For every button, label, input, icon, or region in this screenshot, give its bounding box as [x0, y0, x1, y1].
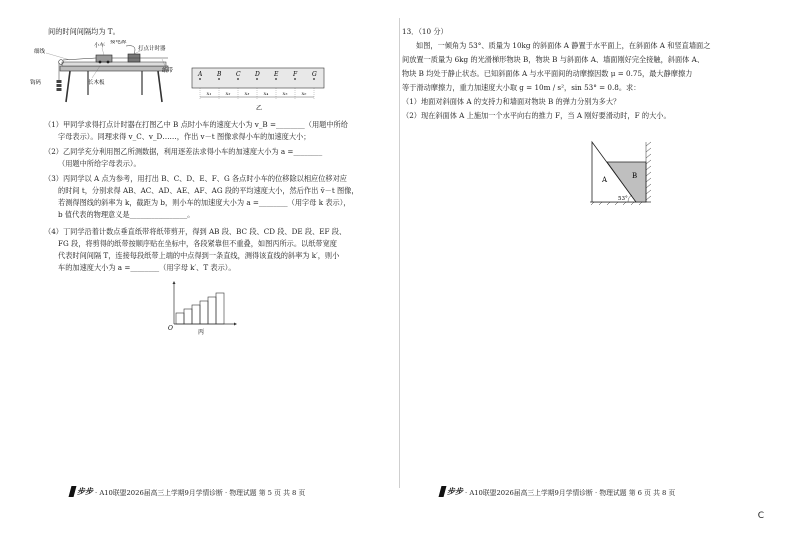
- tape-dot: [218, 78, 220, 80]
- tape-dot: [313, 78, 315, 80]
- origin-label: O: [168, 325, 173, 332]
- footer-brand: 步步: [447, 486, 463, 496]
- strip-fg: [216, 293, 224, 324]
- label-xixian: 细线: [34, 49, 46, 55]
- segment-label: x₁: [206, 91, 212, 97]
- tape-dot: [275, 78, 277, 80]
- label-b: B: [632, 172, 638, 180]
- tape-point-c: C: [236, 71, 241, 78]
- footer-page-5: [70, 486, 305, 497]
- tape-point-b: B: [217, 71, 222, 78]
- segment-label: x₄: [263, 91, 269, 97]
- tape-dot: [199, 78, 201, 80]
- footer-page-6: [440, 486, 675, 497]
- label-xiaoche: 小车: [94, 43, 106, 49]
- figure-yi: [190, 64, 330, 114]
- figure-bing: [160, 280, 240, 336]
- q2-line-2: （用题中所给字母表示）。: [58, 159, 141, 168]
- q1-line-2: 字母表示）。同理求得 v_C、v_D……，作出 v－t 图像求得小车的加速度大小；: [58, 132, 311, 141]
- q13-body-1: 如图，一倾角为 53°、质量为 10kg 的斜面体 A 静置于水平面上，在斜面体 A 和竖直墙面之: [416, 41, 711, 50]
- q4-line-2: FG 段，将剪得的纸带按顺序贴在坐标中，各段紧靠但不重叠，如图丙所示。以纸带宽度: [58, 239, 337, 248]
- q4-line-1: （4）丁同学沿着计数点垂直纸带将纸带剪开，得到 AB 段、BC 段、CD 段、DE 段、EF 段、: [44, 227, 347, 236]
- strip-ab: [176, 313, 184, 324]
- brand-logo-icon: [439, 486, 447, 497]
- long-board: [62, 62, 166, 66]
- strip-bc: [184, 309, 192, 324]
- strip-cd: [192, 305, 200, 324]
- tape-dot: [237, 78, 239, 80]
- tape-point-f: F: [293, 71, 298, 78]
- q3-line-4: b 值代表的物理意义是________________。: [58, 210, 195, 219]
- page-mark: C: [757, 511, 764, 521]
- q13-body-2: 间放置一质量为 6kg 的光滑梯形物块 B，物块 B 与斜面体 A、墙面刚好完全接触，斜面体 A、: [402, 55, 705, 64]
- footer-brand: 步步: [77, 486, 93, 496]
- label-changmuban: 长木板: [88, 80, 105, 86]
- caption-bing: 丙: [198, 329, 205, 336]
- brand-logo-icon: [69, 486, 77, 497]
- segment-label: x₆: [301, 91, 307, 97]
- q4-line-4: 车的加速度大小为 a =________（用字母 k′、T 表示）。: [58, 263, 236, 272]
- tape-dot: [294, 78, 296, 80]
- tape-point-d: D: [255, 71, 260, 78]
- q1-line-1: （1）甲同学求得打点计时器在打图乙中 B 点时小车的速度大小为 v_B =________（用题中所给: [44, 120, 348, 129]
- segment-label: x₂: [225, 91, 231, 97]
- label-dadianjishiqi: 打点计时器: [138, 46, 166, 52]
- label-jiedianyuan: 接电源: [110, 40, 127, 45]
- segment-label: x₅: [282, 91, 288, 97]
- cart: [96, 55, 112, 62]
- tape-point-g: G: [312, 71, 317, 78]
- string: [63, 58, 96, 60]
- footer-text: · A10联盟2026届高三上学期9月学情诊断 · 物理试题 第 6 页 共 8 页: [465, 488, 676, 497]
- strip-ef: [208, 297, 216, 324]
- q13-title: 13．（10 分）: [402, 27, 448, 36]
- q13-body-3: 物块 B 均处于静止状态。已知斜面体 A 与水平面间的动摩擦因数 μ = 0.75，最大静摩擦力: [402, 69, 693, 78]
- strip-de: [200, 301, 208, 324]
- footer-text: · A10联盟2026届高三上学期9月学情诊断 · 物理试题 第 5 页 共 8 页: [95, 488, 306, 497]
- label-a: A: [602, 176, 608, 184]
- label-zhidai: 纸带: [162, 68, 174, 74]
- tape-point-e: E: [274, 71, 279, 78]
- label-angle: 53°: [618, 196, 628, 202]
- q4-line-3: 代表时间间隔 T，连接每段纸带上端的中点得到一条直线，测得该直线的斜率为 k′，则小: [58, 251, 340, 260]
- caption-yi: 乙: [256, 105, 263, 112]
- q13-sub-1: （1）地面对斜面体 A 的支持力和墙面对物块 B 的弹力分别为多大？: [402, 97, 621, 106]
- q3-line-2: 的时间 t，分别求得 AB、AC、AD、AE、AF、AG 段的平均速度大小，然后作出 v̄－t 图像，: [58, 186, 359, 195]
- tape-point-a: A: [198, 71, 203, 78]
- table-leg: [158, 71, 162, 102]
- segment-label: x₃: [244, 91, 250, 97]
- figure-wedge: [588, 138, 658, 206]
- q13-body-4: 等于滑动摩擦力，重力加速度大小取 g = 10m / s²，sin 53° = 0.8。求：: [402, 83, 641, 92]
- q13-sub-2: （2）现在斜面体 A 上施加一个水平向右的推力 F，当 A 刚好要滑动时，F 的大小。: [402, 111, 671, 120]
- figure-jia: [30, 40, 180, 112]
- page-6: [400, 0, 800, 544]
- table-top: [60, 66, 168, 71]
- q3-line-1: （3）丙同学以 A 点为参考，用打出 B、C、D、E、F、G 各点时小车的位移除以相应位移对应: [44, 174, 347, 183]
- q2-line-1: （2）乙同学充分利用图乙所测数据，利用逐差法求得小车的加速度大小为 a =________: [44, 147, 323, 156]
- label-gouma: 钩码: [30, 80, 42, 86]
- intro-text: 间的时间间隔均为 T。: [48, 27, 120, 36]
- q3-line-3: 若测得图线的斜率为 k，截距为 b，则小车的加速度大小为 a =________（用字母 k 表示），: [58, 198, 351, 207]
- table-leg: [66, 71, 70, 102]
- tape-dot: [256, 78, 258, 80]
